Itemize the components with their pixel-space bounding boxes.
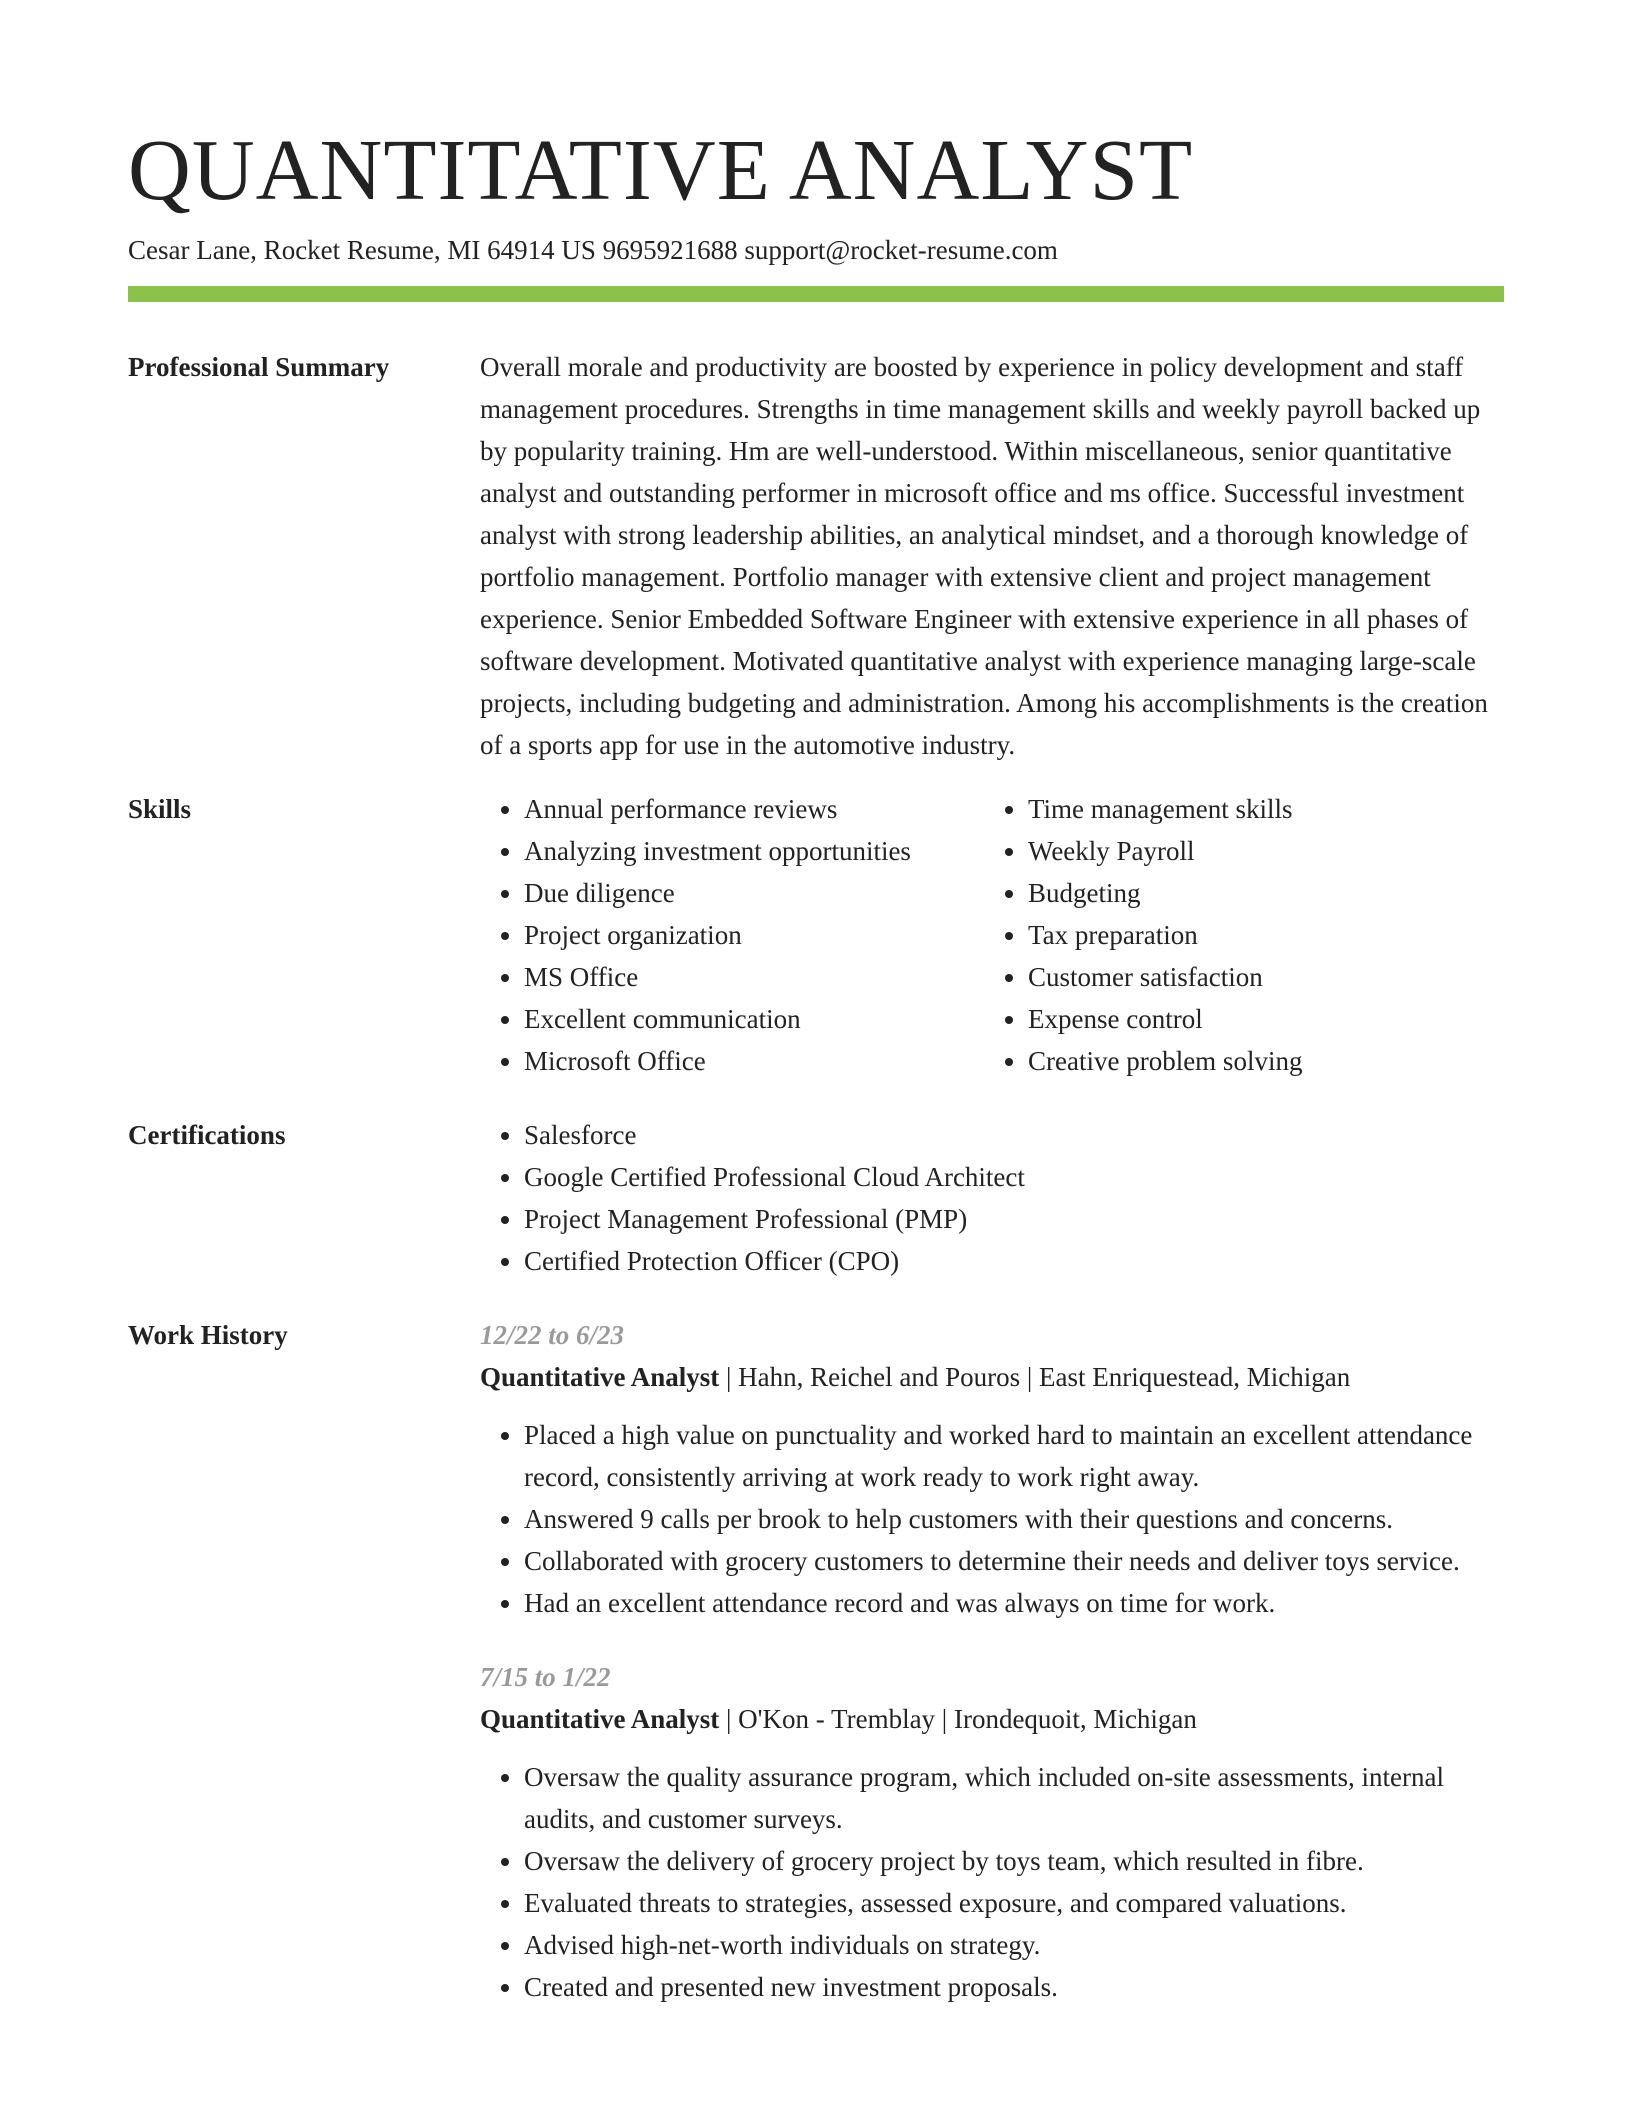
certification-item: • Salesforce: [524, 1114, 1504, 1156]
skills-label: Skills: [128, 794, 192, 824]
job-bullet: • Placed a high value on punctuality and worked hard to maintain an excellent attendance record, consistently arriving at work ready to work right away.: [524, 1414, 1504, 1498]
header-divider: [128, 286, 1504, 302]
summary-section: [128, 346, 1504, 766]
work-history-section: [128, 1314, 1504, 2040]
job-bullets: [480, 1414, 1504, 1624]
skill-item: • Project organization: [524, 914, 984, 956]
certification-item: • Project Management Professional (PMP): [524, 1198, 1504, 1240]
job-bullet: • Had an excellent attendance record and was always on time for work.: [524, 1582, 1504, 1624]
job-heading: [480, 1356, 1504, 1398]
certifications-body: [480, 1114, 1504, 1282]
skill-item: • Annual performance reviews: [524, 788, 984, 830]
skill-item: • Creative problem solving: [1028, 1040, 1548, 1082]
contact-line: Cesar Lane, Rocket Resume, MI 64914 US 9695921688 support@rocket-resume.com: [128, 235, 1058, 265]
job-dates: 12/22 to 6/23: [480, 1320, 625, 1350]
skills-list-right: [984, 788, 1548, 1082]
job-bullet: • Collaborated with grocery customers to determine their needs and deliver toys service.: [524, 1540, 1504, 1582]
skills-section: [128, 788, 1504, 1082]
skill-item: • Time management skills: [1028, 788, 1548, 830]
work-history-body: [480, 1314, 1504, 2040]
skill-item: • Microsoft Office: [524, 1040, 984, 1082]
certification-item: • Google Certified Professional Cloud Architect: [524, 1156, 1504, 1198]
job-dates: 7/15 to 1/22: [480, 1662, 611, 1692]
job-heading: [480, 1698, 1504, 1740]
job-bullets: [480, 1756, 1504, 2008]
job-bullet: • Oversaw the delivery of grocery project by toys team, which resulted in fibre.: [524, 1840, 1504, 1882]
skill-item: • MS Office: [524, 956, 984, 998]
skills-list-left: [480, 788, 984, 1082]
skill-item: • Weekly Payroll: [1028, 830, 1548, 872]
skill-item: • Budgeting: [1028, 872, 1548, 914]
skill-item: • Expense control: [1028, 998, 1548, 1040]
job-details: | Hahn, Reichel and Pouros | East Enriquestead, Michigan: [719, 1362, 1351, 1392]
skill-item: • Excellent communication: [524, 998, 984, 1040]
certifications-section: [128, 1114, 1504, 1282]
certifications-label: Certifications: [128, 1120, 286, 1150]
job-entry: [480, 1656, 1504, 2008]
skill-item: • Customer satisfaction: [1028, 956, 1548, 998]
skill-item: • Due diligence: [524, 872, 984, 914]
job-bullet: • Advised high-net-worth individuals on strategy.: [524, 1924, 1504, 1966]
job-entry: [480, 1314, 1504, 1624]
job-bullet: • Created and presented new investment proposals.: [524, 1966, 1504, 2008]
job-role: Quantitative Analyst: [480, 1362, 720, 1392]
job-bullet: • Answered 9 calls per brook to help customers with their questions and concerns.: [524, 1498, 1504, 1540]
job-bullet: • Evaluated threats to strategies, assessed exposure, and compared valuations.: [524, 1882, 1504, 1924]
job-role: Quantitative Analyst: [480, 1704, 720, 1734]
summary-text: Overall morale and productivity are boosted by experience in policy development and staff management procedures. Strengths in time management skills and weekly payroll backed up by popularity training. Hm are well-understood. Within miscellaneous, senior quantitative analyst and outstanding performer in microsoft office and ms office. Successful investment analyst with strong leadership abilities, an analytical mindset, and a thorough knowledge of portfolio management. Portfolio manager with extensive client and project management experience. Senior Embedded Software Engineer with extensive experience in all phases of software development. Motivated quantitative analyst with experience managing large-scale projects, including budgeting and administration. Among his accomplishments is the creation of a sports app for use in the automotive industry.: [480, 352, 1488, 760]
summary-label: Professional Summary: [128, 352, 390, 382]
job-bullet: • Oversaw the quality assurance program, which included on-site assessments, internal audits, and customer surveys.: [524, 1756, 1504, 1840]
resume-page: [128, 120, 1504, 2040]
skills-columns: [480, 788, 1504, 1082]
resume-title: QUANTITATIVE ANALYST: [128, 121, 1194, 218]
certification-item: • Certified Protection Officer (CPO): [524, 1240, 1504, 1282]
certifications-list: [480, 1114, 1504, 1282]
skill-item: • Analyzing investment opportunities: [524, 830, 984, 872]
skill-item: • Tax preparation: [1028, 914, 1548, 956]
work-history-label: Work History: [128, 1320, 288, 1350]
job-details: | O'Kon - Tremblay | Irondequoit, Michigan: [719, 1704, 1197, 1734]
